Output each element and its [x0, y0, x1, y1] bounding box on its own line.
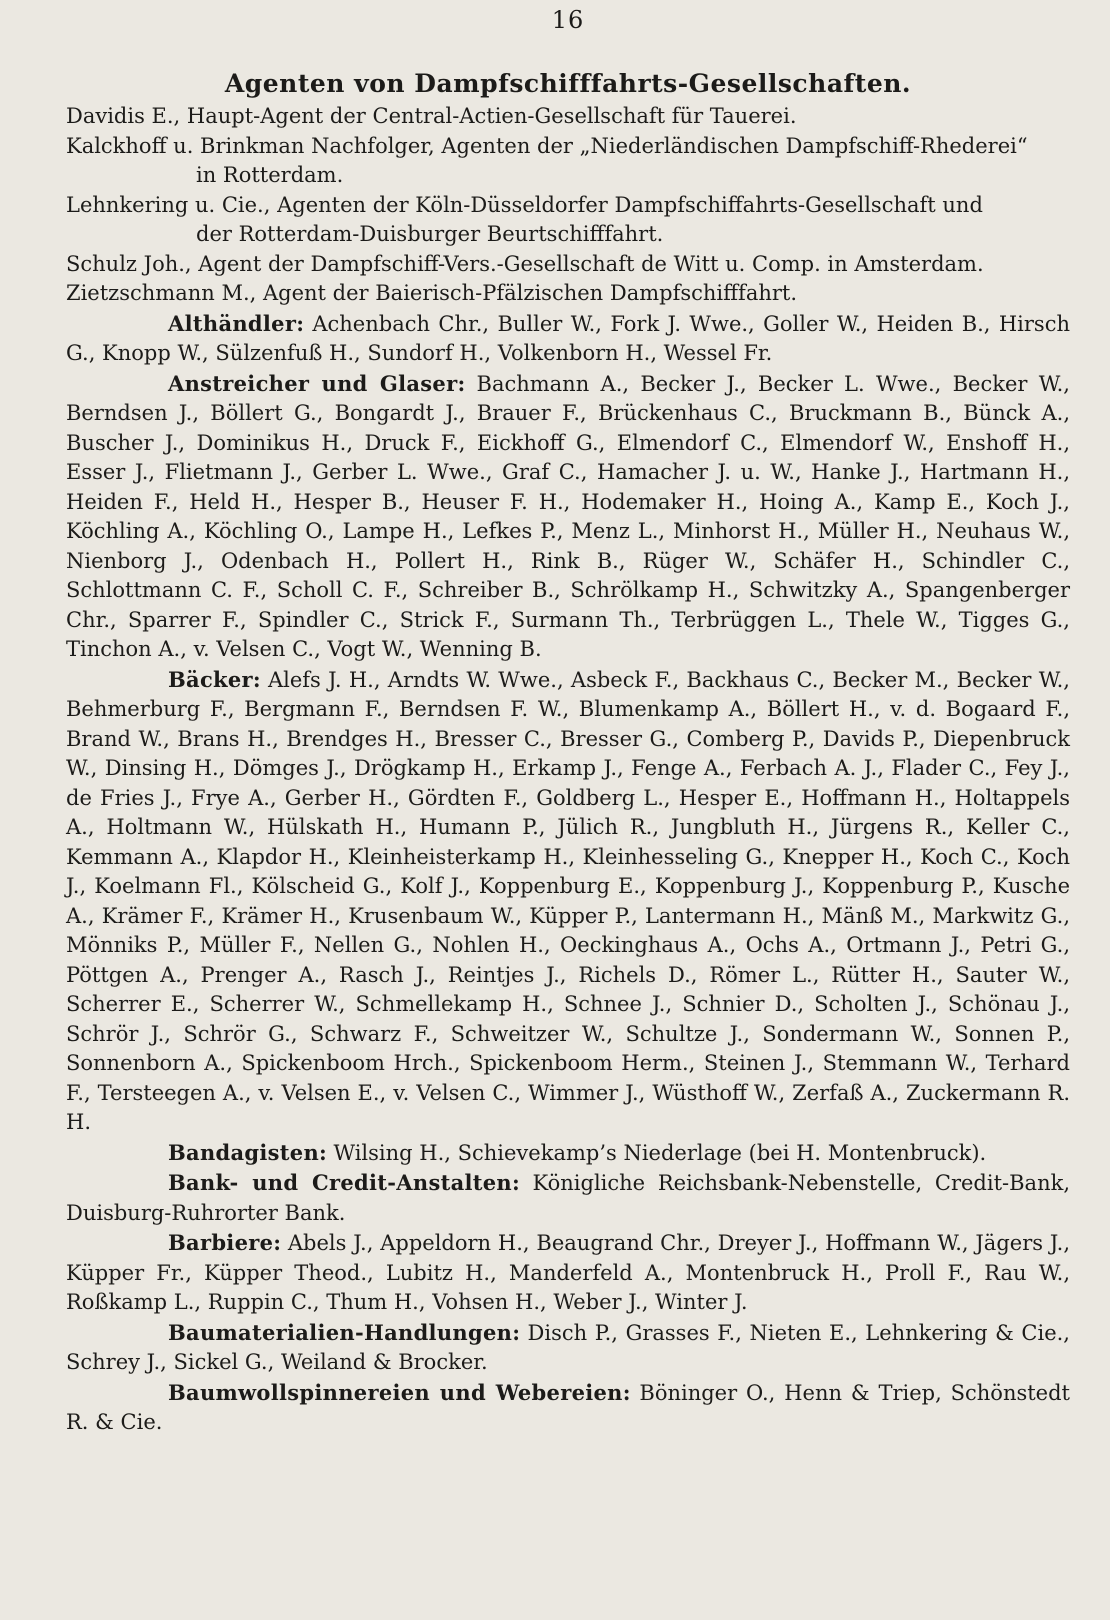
agent-line: Schulz Joh., Agent der Dampfschiff-Vers.-Gesellschaft de Witt u. Comp. in Amsterdam.	[66, 251, 984, 276]
trade-heading: Baumaterialien-Handlungen	[168, 1319, 513, 1345]
trade-entry-baumwollspinnereien: Baumwollspinnereien und Webereien: Böninger O., Henn & Triep, Schönstedt R. & Cie.	[66, 1379, 1070, 1434]
agent-entry	[66, 279, 1070, 309]
trade-listing: Wilsing H., Schievekamp’s Niederlage (bei H. Montenbruck).	[333, 1140, 987, 1165]
trade-entry-althaendler: Althändler: Achenbach Chr., Buller W., Fork J. Wwe., Goller W., Heiden B., Hirsch G., Knopp W., Sülzenfuß H., Sundorf H., Volkenborn H., Wessel Fr.	[66, 310, 1070, 365]
trade-listing: Achenbach Chr., Buller W., Fork J. Wwe., Goller W., Heiden B., Hirsch G., Knopp W., Sülzenfuß H., Sundorf H., Volkenborn H., Wessel Fr.	[66, 311, 1070, 365]
trade-heading: Bäcker	[168, 666, 253, 692]
trade-heading: Anstreicher und Glaser	[168, 370, 458, 396]
agent-entry	[66, 102, 1070, 132]
trade-entry-baecker: Bäcker: Alefs J. H., Arndts W. Wwe., Asbeck F., Backhaus C., Becker M., Becker W., Behmerburg F., Bergmann F., Berndsen F. W., Blumenkamp A., Böllert H., v. d. Bogaard F., Brand W., Brans H., Brendges H., Bresser C., Bresser G., Comberg P., Davids P., Diepenbruck W., Dinsing H., Dömges J., Drögkamp H., Erkamp J., Fenge A., Ferbach A. J., Flader C., Fey J., de Fries J., Frye A., Gerber H., Gördten F., Goldberg L., Hesper E., Hoffmann H., Holtappels A., Holtmann W., Hülskath H., Humann P., Jülich R., Jungbluth H., Jürgens R., Keller C., Kemmann A., Klapdor H., Kleinheisterkamp H., Kleinhesseling G., Knepper H., Koch C., Koch J., Koelmann Fl., Kölscheid G., Kolf J., Koppenburg E., Koppenburg J., Koppenburg P., Kusche A., Krämer F., Krämer H., Krusenbaum W., Küpper P., Lantermann H., Mänß M., Markwitz G., Mönniks P., Müller F., Nellen G., Nohlen H., Oeckinghaus A., Ochs A., Ortmann J., Petri G., Pöttgen A., Prenger A., Rasch J., Reintjes J., Richels D., Römer L., Rütter H., Sauter W., Scherrer E., Scherrer W., Schmellekamp H., Schnee J., Schnier D., Scholten J., Schönau J., Schrör J., Schrör G., Schwarz F., Schweitzer W., Schultze J., Sondermann W., Sonnen P., Sonnenborn A., Spickenboom Hrch., Spickenboom Herm., Steinen J., Stemmann W., Terhard F., Tersteegen A., v. Velsen E., v. Velsen C., Wimmer J., Wüsthoff W., Zerfaß A., Zuckermann R. H.	[66, 666, 1070, 1134]
agent-line: Kalckhoff u. Brinkman Nachfolger, Agenten der „Niederländischen Dampfschiff-Rhederei“	[66, 133, 1028, 158]
agent-entry	[66, 191, 1070, 250]
trades-list	[66, 309, 1070, 1438]
trade-entry-bandagisten: Bandagisten: Wilsing H., Schievekamp’s Niederlage (bei H. Montenbruck).	[168, 1139, 987, 1165]
trade-entry-anstreicher: Anstreicher und Glaser: Bachmann A., Becker J., Becker L. Wwe., Becker W., Berndsen J., Böllert G., Bongardt J., Brauer F., Brückenhaus C., Bruckmann B., Bünck A., Buscher J., Dominikus H., Druck F., Eickhoff G., Elmendorf C., Elmendorf W., Enshoff H., Esser J., Flietmann J., Gerber L. Wwe., Graf C., Hamacher J. u. W., Hanke J., Hartmann H., Heiden F., Held H., Hesper B., Heuser F. H., Hodemaker H., Hoing A., Kamp E., Koch J., Köchling A., Köchling O., Lampe H., Lefkes P., Menz L., Minhorst H., Müller H., Neuhaus W., Nienborg J., Odenbach H., Pollert H., Rink B., Rüger W., Schäfer H., Schindler C., Schlottmann C. F., Scholl C. F., Schreiber B., Schrölkamp H., Schwitzky A., Spangenberger Chr., Sparrer F., Spindler C., Strick F., Surmann Th., Terbrüggen L., Thele W., Tigges G., Tinchon A., v. Velsen C., Vogt W., Wenning B.	[66, 370, 1070, 661]
agent-line-continued: der Rotterdam-Duisburger Beurtschifffahrt.	[196, 222, 664, 246]
trade-entry-bank: Bank- und Credit-Anstalten: Königliche Reichsbank-Nebenstelle, Credit-Bank, Duisburg-Ruhrorter Bank.	[66, 1170, 1070, 1225]
agent-line: Zietzschmann M., Agent der Baierisch-Pfälzischen Dampfschifffahrt.	[66, 281, 798, 305]
trade-heading: Barbiere	[168, 1230, 274, 1255]
section-title: Agenten von Dampfschifffahrts-Gesellschaften.	[224, 69, 912, 98]
trade-listing: Alefs J. H., Arndts W. Wwe., Asbeck F., Backhaus C., Becker M., Becker W., Behmerburg F., Bergmann F., Berndsen F. W., Blumenkamp A., Böllert H., v. d. Bogaard F., Brand W., Brans H., Brendges H., Bresser C., Bresser G., Comberg P., Davids P., Diepenbruck W., Dinsing H., Dömges J., Drögkamp H., Erkamp J., Fenge A., Ferbach A. J., Flader C., Fey J., de Fries J., Frye A., Gerber H., Gördten F., Goldberg L., Hesper E., Hoffmann H., Holtappels A., Holtmann W., Hülskath H., Humann P., Jülich R., Jungbluth H., Jürgens R., Keller C., Kemmann A., Klapdor H., Kleinheisterkamp H., Kleinhesseling G., Knepper H., Koch C., Koch J., Koelmann Fl., Kölscheid G., Kolf J., Koppenburg E., Koppenburg J., Koppenburg P., Kusche A., Krämer F., Krämer H., Krusenbaum W., Küpper P., Lantermann H., Mänß M., Markwitz G., Mönniks P., Müller F., Nellen G., Nohlen H., Oeckinghaus A., Ochs A., Ortmann J., Petri G., Pöttgen A., Prenger A., Rasch J., Reintjes J., Richels D., Römer L., Rütter H., Sauter W., Scherrer E., Scherrer W., Schmellekamp H., Schnee J., Schnier D., Scholten J., Schönau J., Schrör J., Schrör G., Schwarz F., Schweitzer W., Schultze J., Sondermann W., Sonnen P., Sonnenborn A., Spickenboom Hrch., Spickenboom Herm., Steinen J., Stemmann W., Terhard F., Tersteegen A., v. Velsen E., v. Velsen C., Wimmer J., Wüsthoff W., Zerfaß A., Zuckermann R. H.	[66, 667, 1070, 1134]
agent-entry	[66, 132, 1070, 191]
trade-listing: Böninger O., Henn & Triep, Schönstedt R. & Cie.	[66, 1380, 1070, 1434]
trade-listing: Königliche Reichsbank-Nebenstelle, Credit-Bank, Duisburg-Ruhrorter Bank.	[66, 1171, 1070, 1225]
trade-listing: Abels J., Appeldorn H., Beaugrand Chr., Dreyer J., Hoffmann W., Jägers J., Küpper Fr., Küpper Theod., Lubitz H., Manderfeld A., Montenbruck H., Proll F., Rau W., Roßkamp L., Ruppin C., Thum H., Vohsen H., Weber J., Winter J.	[66, 1231, 1070, 1314]
trade-heading: Bandagisten	[168, 1139, 320, 1165]
trade-listing: Bachmann A., Becker J., Becker L. Wwe., Becker W., Berndsen J., Böllert G., Bongardt J., Brauer F., Brückenhaus C., Bruckmann B., Bünck A., Buscher J., Dominikus H., Druck F., Eickhoff G., Elmendorf C., Elmendorf W., Enshoff H., Esser J., Flietmann J., Gerber L. Wwe., Graf C., Hamacher J. u. W., Hanke J., Hartmann H., Heiden F., Held H., Hesper B., Heuser F. H., Hodemaker H., Hoing A., Kamp E., Koch J., Köchling A., Köchling O., Lampe H., Lefkes P., Menz L., Minhorst H., Müller H., Neuhaus W., Nienborg J., Odenbach H., Pollert H., Rink B., Rüger W., Schäfer H., Schindler C., Schlottmann C. F., Scholl C. F., Schreiber B., Schrölkamp H., Schwitzky A., Spangenberger Chr., Sparrer F., Spindler C., Strick F., Surmann Th., Terbrüggen L., Thele W., Tigges G., Tinchon A., v. Velsen C., Vogt W., Wenning B.	[66, 371, 1070, 661]
agents-list	[66, 102, 1070, 309]
trade-listing: Disch P., Grasses F., Nieten E., Lehnkering & Cie., Schrey J., Sickel G., Weiland & Brocker.	[66, 1320, 1070, 1374]
agent-line: Davidis E., Haupt-Agent der Central-Actien-Gesellschaft für Tauerei.	[66, 104, 797, 128]
agent-entry	[66, 250, 1070, 280]
agent-line-continued: in Rotterdam.	[196, 163, 344, 187]
trade-entry-baumaterialien: Baumaterialien-Handlungen: Disch P., Grasses F., Nieten E., Lehnkering & Cie., Schrey J., Sickel G., Weiland & Brocker.	[66, 1319, 1070, 1374]
trade-entry-barbiere: Barbiere: Abels J., Appeldorn H., Beaugrand Chr., Dreyer J., Hoffmann W., Jägers J., Küpper Fr., Küpper Theod., Lubitz H., Manderfeld A., Montenbruck H., Proll F., Rau W., Roßkamp L., Ruppin C., Thum H., Vohsen H., Weber J., Winter J.	[66, 1230, 1070, 1314]
trade-heading: Althändler	[168, 310, 297, 336]
page-number: 16	[551, 6, 585, 34]
trade-heading: Baumwollspinnereien und Webereien	[168, 1379, 623, 1405]
agent-line: Lehnkering u. Cie., Agenten der Köln-Düsseldorfer Dampfschiffahrts-Gesellschaft und	[66, 192, 983, 217]
trade-heading: Bank- und Credit-Anstalten	[168, 1170, 512, 1195]
